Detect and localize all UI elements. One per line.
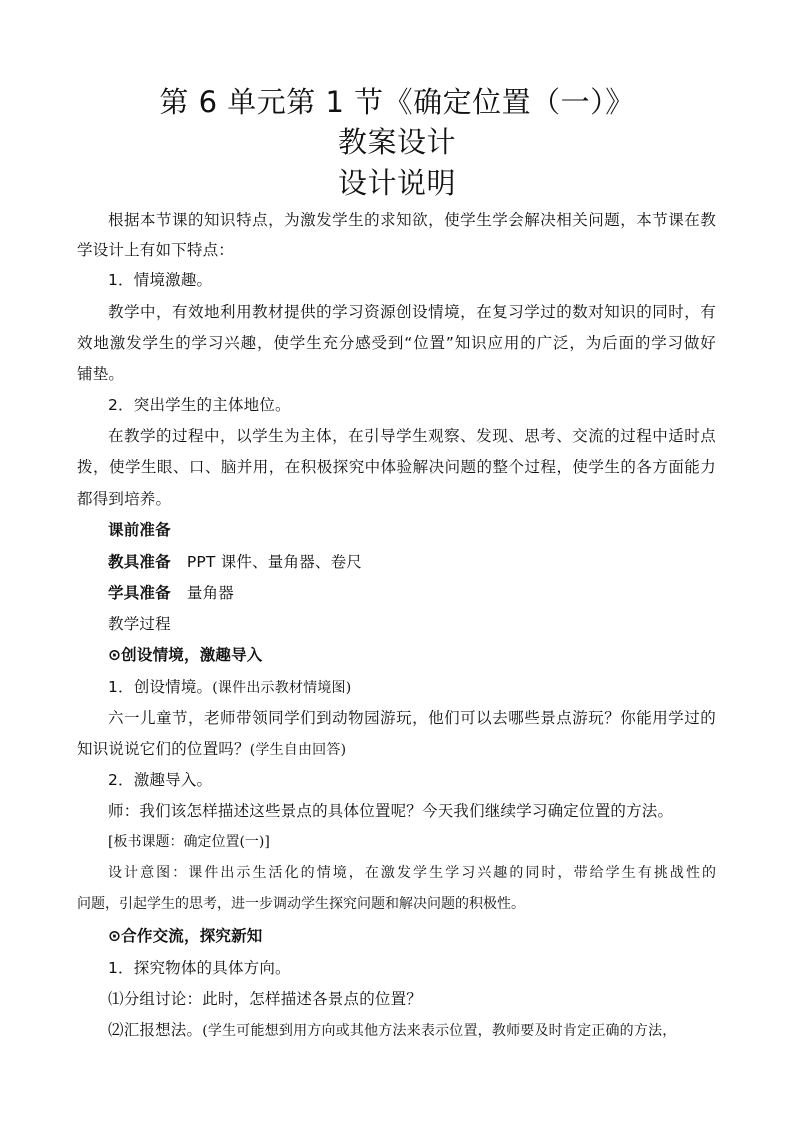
s1-item-1-note: (课件出示教材情境图)	[212, 680, 352, 696]
section-1-heading: ⊙创设情境，激趣导入	[108, 646, 263, 664]
s2-sub-2-text: ⑵汇报想法。	[108, 1021, 203, 1039]
point-2-line-3: 都得到培养。	[77, 490, 172, 508]
s1-board-title: [板书课题：确定位置(一)]	[108, 834, 270, 850]
intro-line-1: 根据本节课的知识特点，为激发学生的求知欲，使学生学会解决相关问题，本节课在教	[108, 211, 716, 229]
lesson-title: 第 6 单元第 1 节《确定位置（一）》	[159, 85, 635, 119]
point-1-line-1: 教学中，有效地利用教材提供的学习资源创设情境，在复习学过的数对知识的同时，有	[108, 303, 716, 321]
process-heading: 教学过程	[108, 615, 171, 633]
point-2-line-1: 在教学的过程中，以学生为主体，在引导学生观察、发现、思考、交流的过程中适时点	[108, 427, 716, 445]
s1-design-intent-line-2: 问题，引起学生的思考，进一步调动学生探究问题和解决问题的积极性。	[77, 896, 525, 912]
point-2-line-2: 拨，使学生眼、口、脑并用，在积极探究中体验解决问题的整个过程，使学生的各方面能力	[77, 458, 716, 476]
intro-line-2: 学设计上有如下特点：	[77, 241, 235, 259]
s1-paragraph-line-2-note: (学生自由回答)	[249, 742, 347, 758]
lesson-subtitle: 教案设计	[337, 125, 456, 159]
teacher-materials-label: 教具准备	[108, 553, 171, 571]
prep-heading: 课前准备	[108, 521, 171, 539]
s2-sub-1: ⑴分组讨论：此时，怎样描述各景点的位置？	[108, 990, 423, 1008]
point-1-line-2: 效地激发学生的学习兴趣，使学生充分感受到“位置”知识应用的广泛，为后面的学习做好	[77, 334, 716, 352]
s2-sub-2-note: (学生可能想到用方向或其他方法来表示位置，教师要及时肯定正确的方法，	[202, 1023, 677, 1039]
student-materials-items: 量角器	[186, 584, 234, 602]
point-1-heading: 1．情境激趣。	[108, 271, 213, 289]
point-2-heading: 2．突出学生的主体地位。	[108, 396, 291, 414]
teacher-materials-items: PPT 课件、量角器、卷尺	[186, 553, 363, 571]
student-materials	[108, 581, 234, 603]
teacher-materials	[108, 550, 362, 572]
s1-item-1-text: 1．创设情境。	[108, 678, 213, 696]
s2-sub-2	[108, 1018, 676, 1040]
s1-item-2: 2．激趣导入。	[108, 771, 213, 789]
point-1-line-3: 铺垫。	[77, 365, 125, 383]
student-materials-label: 学具准备	[108, 584, 171, 602]
s2-item-1: 1．探究物体的具体方向。	[108, 959, 291, 977]
s1-item-1	[108, 675, 351, 697]
s1-teacher-line: 师：我们该怎样描述这些景点的具体位置呢？今天我们继续学习确定位置的方法。	[108, 802, 674, 820]
s1-design-intent-line-1: 设计意图：课件出示生活化的情境，在激发学生学习兴趣的同时，带给学生有挑战性的	[108, 865, 716, 881]
section-title-design-notes: 设计说明	[337, 166, 456, 200]
s1-paragraph-line-2	[77, 737, 346, 759]
s1-paragraph-line-1: 六一儿童节，老师带领同学们到动物园游玩，他们可以去哪些景点游玩？你能用学过的	[108, 709, 716, 727]
s1-paragraph-line-2-text: 知识说说它们的位置吗？	[77, 740, 250, 758]
section-2-heading: ⊙合作交流，探究新知	[108, 927, 263, 945]
